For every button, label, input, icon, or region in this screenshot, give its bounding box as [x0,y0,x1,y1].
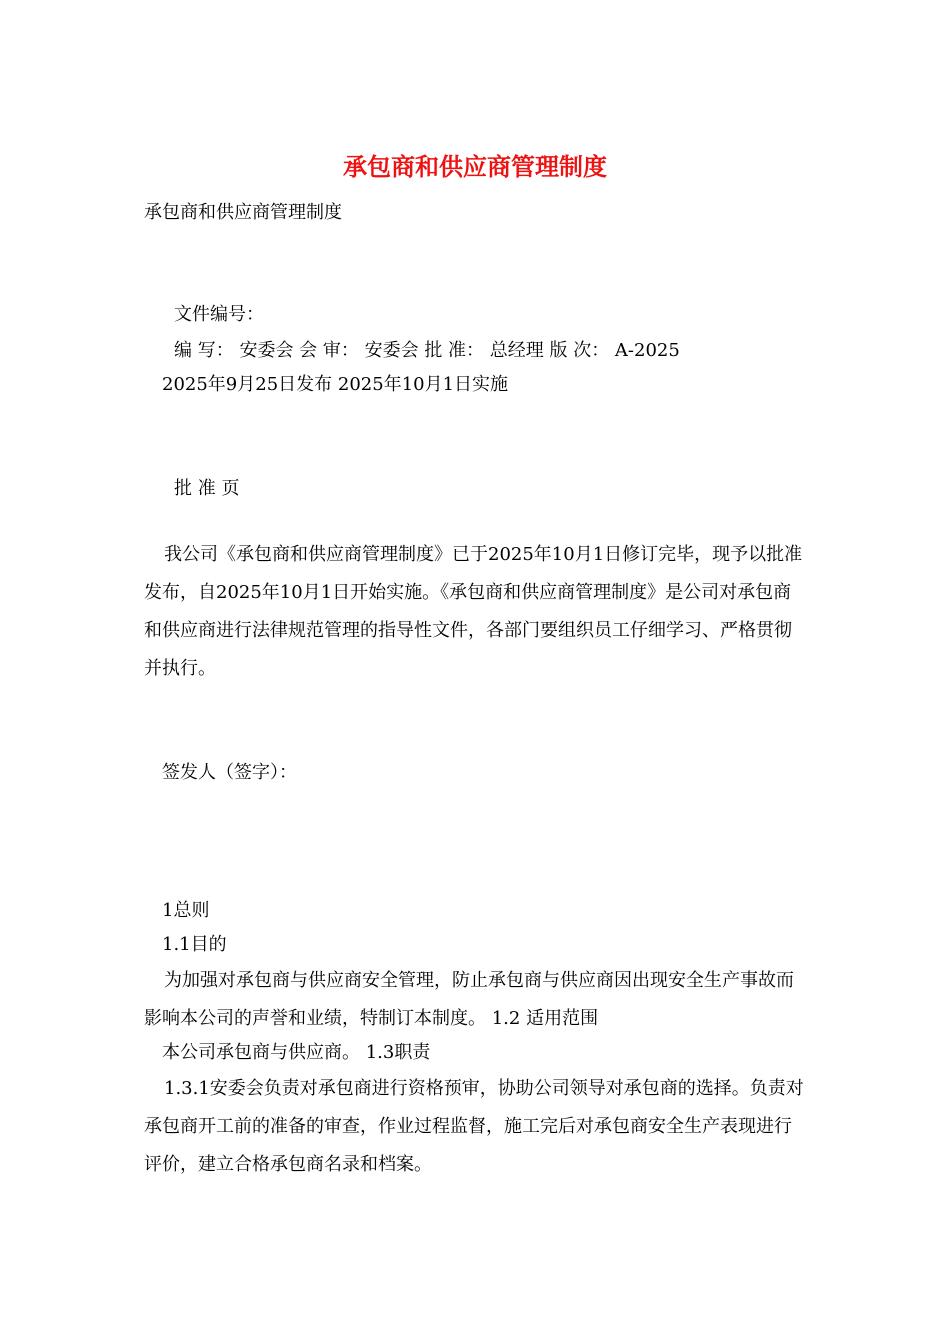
section-1-1-heading: 1.1目的 [162,934,227,955]
section-1-heading: 1总则 [162,900,210,921]
purpose-paragraph: 为加强对承包商与供应商安全管理，防止承包商与供应商因出现安全生产事故而影响本公司的声誉和业绩，特制订本制度。 1.2 适用范围 [144,970,794,1029]
document-meta-line: 编 写： 安委会 会 审： 安委会 批 准： 总经理 版 次： A-2025 [174,340,680,361]
document-dates: 2025年9月25日发布 2025年10月1日实施 [162,374,509,395]
signer-label: 签发人（签字）： [162,762,297,783]
approval-page-heading: 批 准 页 [174,478,240,499]
approval-paragraph: 我公司《承包商和供应商管理制度》已于2025年10月1日修订完毕，现予以批准发布，自2025年10月1日开始实施。《承包商和供应商管理制度》是公司对承包商和供应商进行法律规范管理的指导性文件，各部门要组织员工仔细学习、严格贯彻并执行。 [144,544,803,679]
duty-paragraph: 1.3.1安委会负责对承包商进行资格预审，协助公司领导对承包商的选择。负责对承包商开工前的准备的审查，作业过程监督，施工完后对承包商安全生产表现进行评价，建立合格承包商名录和档案。 [144,1078,804,1175]
file-number-label: 文件编号： [174,304,264,325]
document-subtitle: 承包商和供应商管理制度 [144,202,342,223]
document-title: 承包商和供应商管理制度 [343,152,607,181]
scope-line: 本公司承包商与供应商。 1.3职责 [162,1042,431,1063]
